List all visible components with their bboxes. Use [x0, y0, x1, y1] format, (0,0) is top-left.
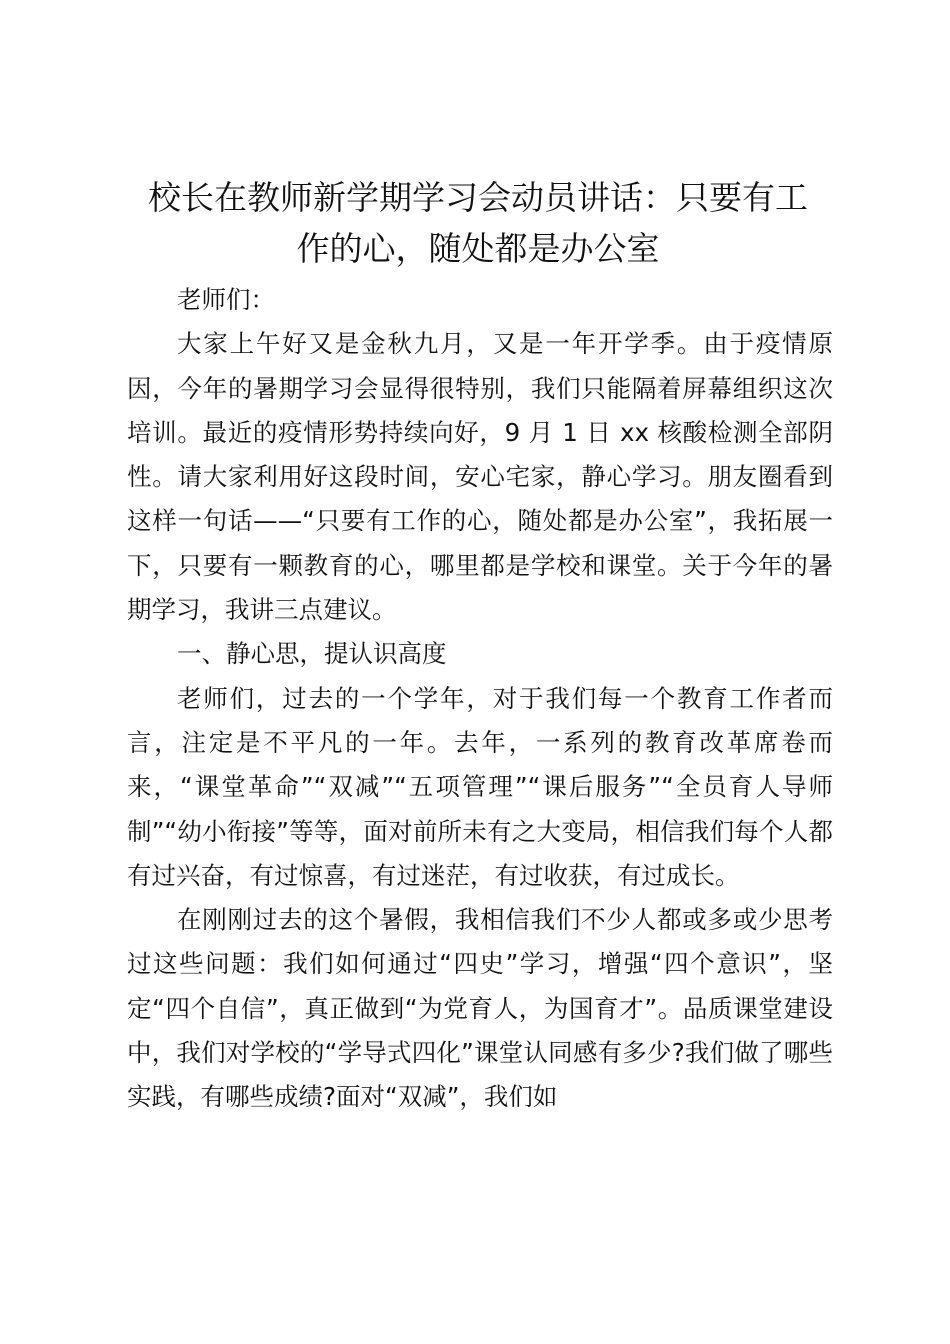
paragraph-opening: 大家上午好又是金秋九月，又是一年开学季。由于疫情原因，今年的暑期学习会显得很特别，我们只能隔着屏幕组织这次培训。最近的疫情形势持续向好，9 月 1 日 xx 核酸检测全部阴性。请大家利用好这段时间，安心宅家，静心学习。朋友圈看到这样一句话——“只要有工作的心，随处都是办公室”，我拓展一下，只要有一颗教育的心，哪里都是学校和课堂。关于今年的暑期学习，我讲三点建议。	[127, 329, 833, 625]
paragraph-summer-reflection: 在刚刚过去的这个暑假，我相信我们不少人都或多或少思考过这些问题：我们如何通过“四史”学习，增强“四个意识”，坚定“四个自信”，真正做到“为党育人，为国育才”。品质课堂建设中，我们对学校的“学导式四化”课堂认同感有多少?我们做了哪些实践，有哪些成绩?面对“双减”，我们如	[127, 905, 833, 1112]
paragraph-past-year: 老师们，过去的一个学年，对于我们每一个教育工作者而言，注定是不平凡的一年。去年，一系列的教育改革席卷而来，“课堂革命”“双减”“五项管理”“课后服务”“全员育人导师制”“幼小衔接”等等，面对前所未有之大变局，相信我们每个人都有过兴奋，有过惊喜，有过迷茫，有过收获，有过成长。	[127, 683, 833, 890]
title-line-1: 校长在教师新学期学习会动员讲话：只要有工	[148, 178, 808, 217]
salutation: 老师们：	[177, 285, 275, 314]
title-line-2: 作的心，随处都是办公室	[296, 229, 660, 268]
section-heading-1: 一、静心思，提认识高度	[177, 639, 447, 669]
document-body	[127, 278, 833, 1120]
document-title	[120, 172, 836, 274]
